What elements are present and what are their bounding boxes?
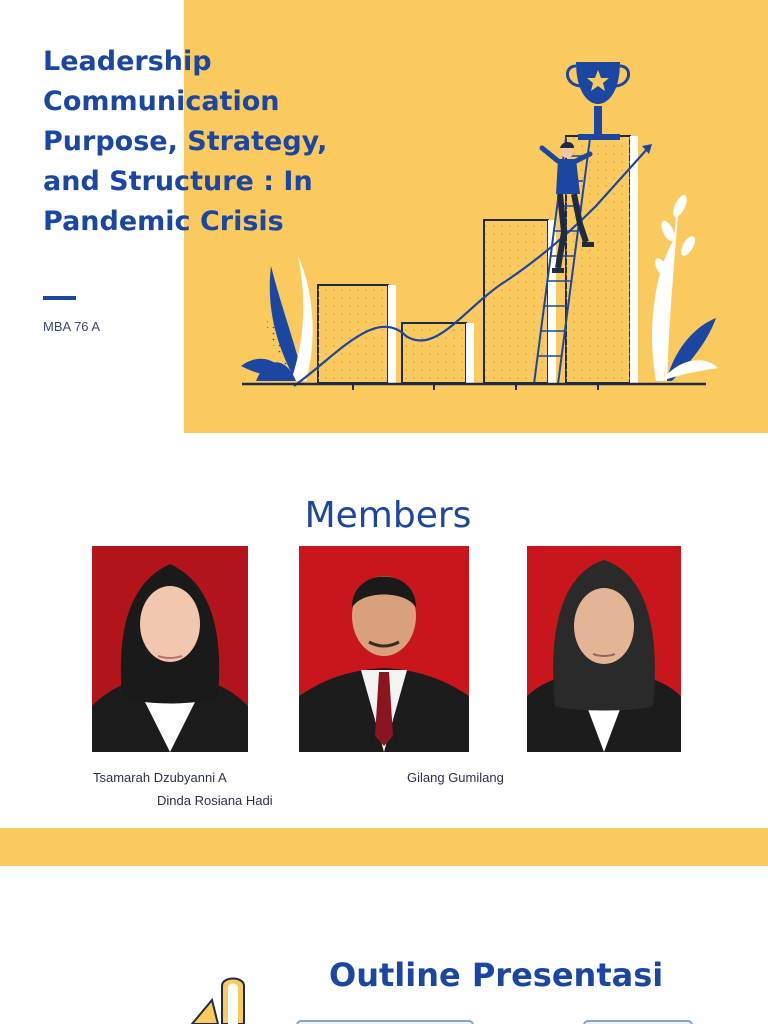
slide-separator [0,828,768,866]
members-slide [0,433,768,828]
outline-heading: Outline Presentasi [329,956,664,994]
cover-title-line: Communication [43,86,280,117]
member-name: Tsamarah Dzubyanni A [93,770,227,785]
cover-title-line: Purpose, Strategy, [43,126,328,157]
title-accent-bar [43,296,76,300]
member-name: Gilang Gumilang [407,770,504,785]
cover-title-line: Leadership [43,46,212,77]
outline-item-box [583,1020,693,1024]
outline-item-box [296,1020,474,1024]
members-heading: Members [304,495,472,536]
member-name: Dinda Rosiana Hadi [157,793,273,808]
pencil-icon [190,970,260,1024]
member-photo [92,546,248,752]
cover-title-line: and Structure : In [43,166,313,197]
outline-slide [0,866,768,1024]
cover-slide [0,0,768,433]
cover-title-line: Pandemic Crisis [43,206,284,237]
growth-chart-illustration [236,56,726,396]
cover-subtitle: MBA 76 A [43,319,101,334]
member-photo [527,546,681,752]
member-photo [299,546,469,752]
